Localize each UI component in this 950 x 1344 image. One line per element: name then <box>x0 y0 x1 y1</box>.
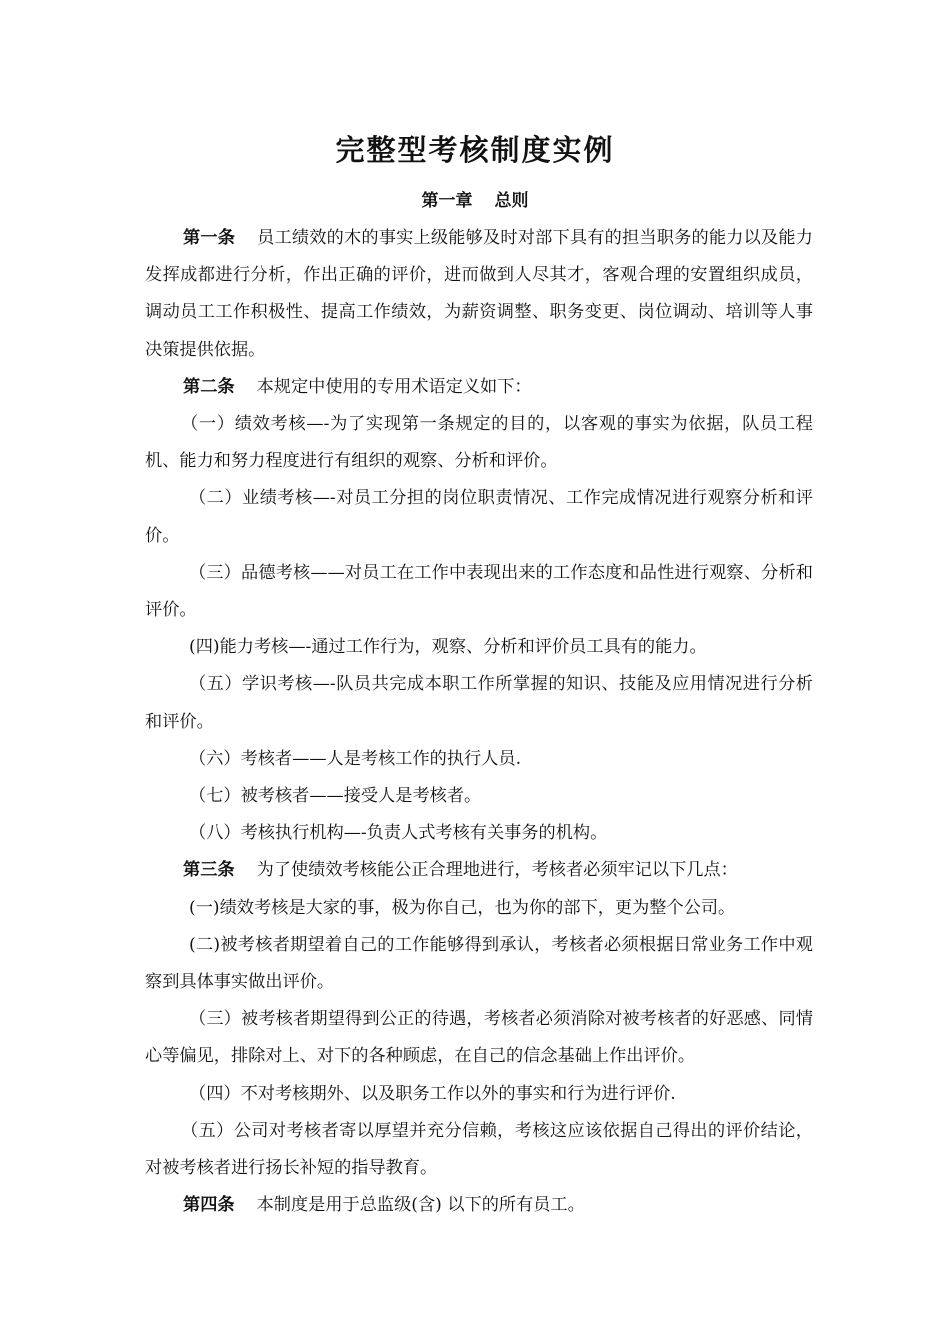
clause-paragraph <box>145 480 813 554</box>
paragraph-text: 本制度是用于总监级(含) 以下的所有员工。 <box>256 1195 585 1216</box>
clause-paragraph <box>145 1076 813 1113</box>
clause-paragraph <box>145 741 813 778</box>
paragraph-text: （七）被考核者——接受人是考核者。 <box>189 786 482 807</box>
paragraph-text: （八）考核执行机构—-负责人式考核有关事务的机构。 <box>189 823 608 844</box>
article-paragraph <box>145 369 813 406</box>
paragraph-text: （一）绩效考核—-为了实现第一条规定的目的，以客观的事实为依据，队员工程机、能力和努力程度进行有组织的观察、分析和评价。 <box>145 414 813 472</box>
article-label: 第一条 <box>183 228 236 248</box>
document-title: 完整型考核制度实例 <box>335 133 615 167</box>
paragraph-text: 本规定中使用的专用术语定义如下： <box>256 376 532 397</box>
clause-paragraph <box>145 666 813 740</box>
paragraph-text: （三）品德考核——对员工在工作中表现出来的工作态度和品性进行观察、分析和评价。 <box>145 562 813 621</box>
paragraph-text: （六）考核者——人是考核工作的执行人员. <box>189 748 522 769</box>
document-body <box>145 220 813 1224</box>
article-label: 第二条 <box>183 376 235 397</box>
clause-paragraph <box>145 890 813 927</box>
chapter-name: 总则 <box>494 191 529 211</box>
clause-paragraph <box>145 555 813 629</box>
article-label: 第四条 <box>183 1195 235 1216</box>
article-paragraph <box>145 852 813 889</box>
clause-paragraph <box>145 629 813 666</box>
article-paragraph <box>145 1187 813 1224</box>
chapter-number: 第一章 <box>421 191 473 211</box>
paragraph-text: （五）学识考核—-队员共完成本职工作所掌握的知识、技能及应用情况进行分析和评价。 <box>145 674 813 732</box>
article-label: 第三条 <box>183 860 235 881</box>
paragraph-text: （五）公司对考核者寄以厚望并充分信赖，考核这应该依据自己得出的评价结论，对被考核者进行扬长补短的指导教育。 <box>145 1120 813 1179</box>
paragraph-text: 员工绩效的木的事实上级能够及时对部下具有的担当职务的能力以及能力发挥成都进行分析，作出正确的评价，进而做到人尽其才，客观合理的安置组织成员，调动员工工作积极性、提高工作绩效，为薪资调整、职务变更、岗位调动、培训等人事决策提供依据。 <box>145 228 813 360</box>
paragraph-text: （四）不对考核期外、以及职务工作以外的事实和行为进行评价. <box>189 1083 676 1104</box>
clause-paragraph <box>145 406 813 480</box>
clause-paragraph <box>145 1001 813 1075</box>
paragraph-text: （二）业绩考核—-对员工分担的岗位职责情况、工作完成情况进行观察分析和评价。 <box>145 488 813 546</box>
clause-paragraph <box>145 778 813 815</box>
clause-paragraph <box>145 815 813 852</box>
paragraph-text: （三）被考核者期望得到公正的待遇，考核者必须消除对被考核者的好恶感、同情心等偏见，排除对上、对下的各种顾虑，在自己的信念基础上作出评价。 <box>145 1009 813 1067</box>
paragraph-text: 为了使绩效考核能公正合理地进行，考核者必须牢记以下几点： <box>256 860 738 881</box>
article-paragraph <box>145 220 813 369</box>
clause-paragraph <box>145 1113 813 1187</box>
clause-paragraph <box>145 927 813 1001</box>
paragraph-text: (二)被考核者期望着自己的工作能够得到承认，考核者必须根据日常业务工作中观察到具体事实做出评价。 <box>145 934 813 993</box>
paragraph-text: (一)绩效考核是大家的事，极为你自己，也为你的部下，更为整个公司。 <box>189 897 736 918</box>
chapter-heading <box>0 188 950 214</box>
paragraph-text: (四)能力考核—-通过工作行为，观察、分析和评价员工具有的能力。 <box>189 637 707 658</box>
